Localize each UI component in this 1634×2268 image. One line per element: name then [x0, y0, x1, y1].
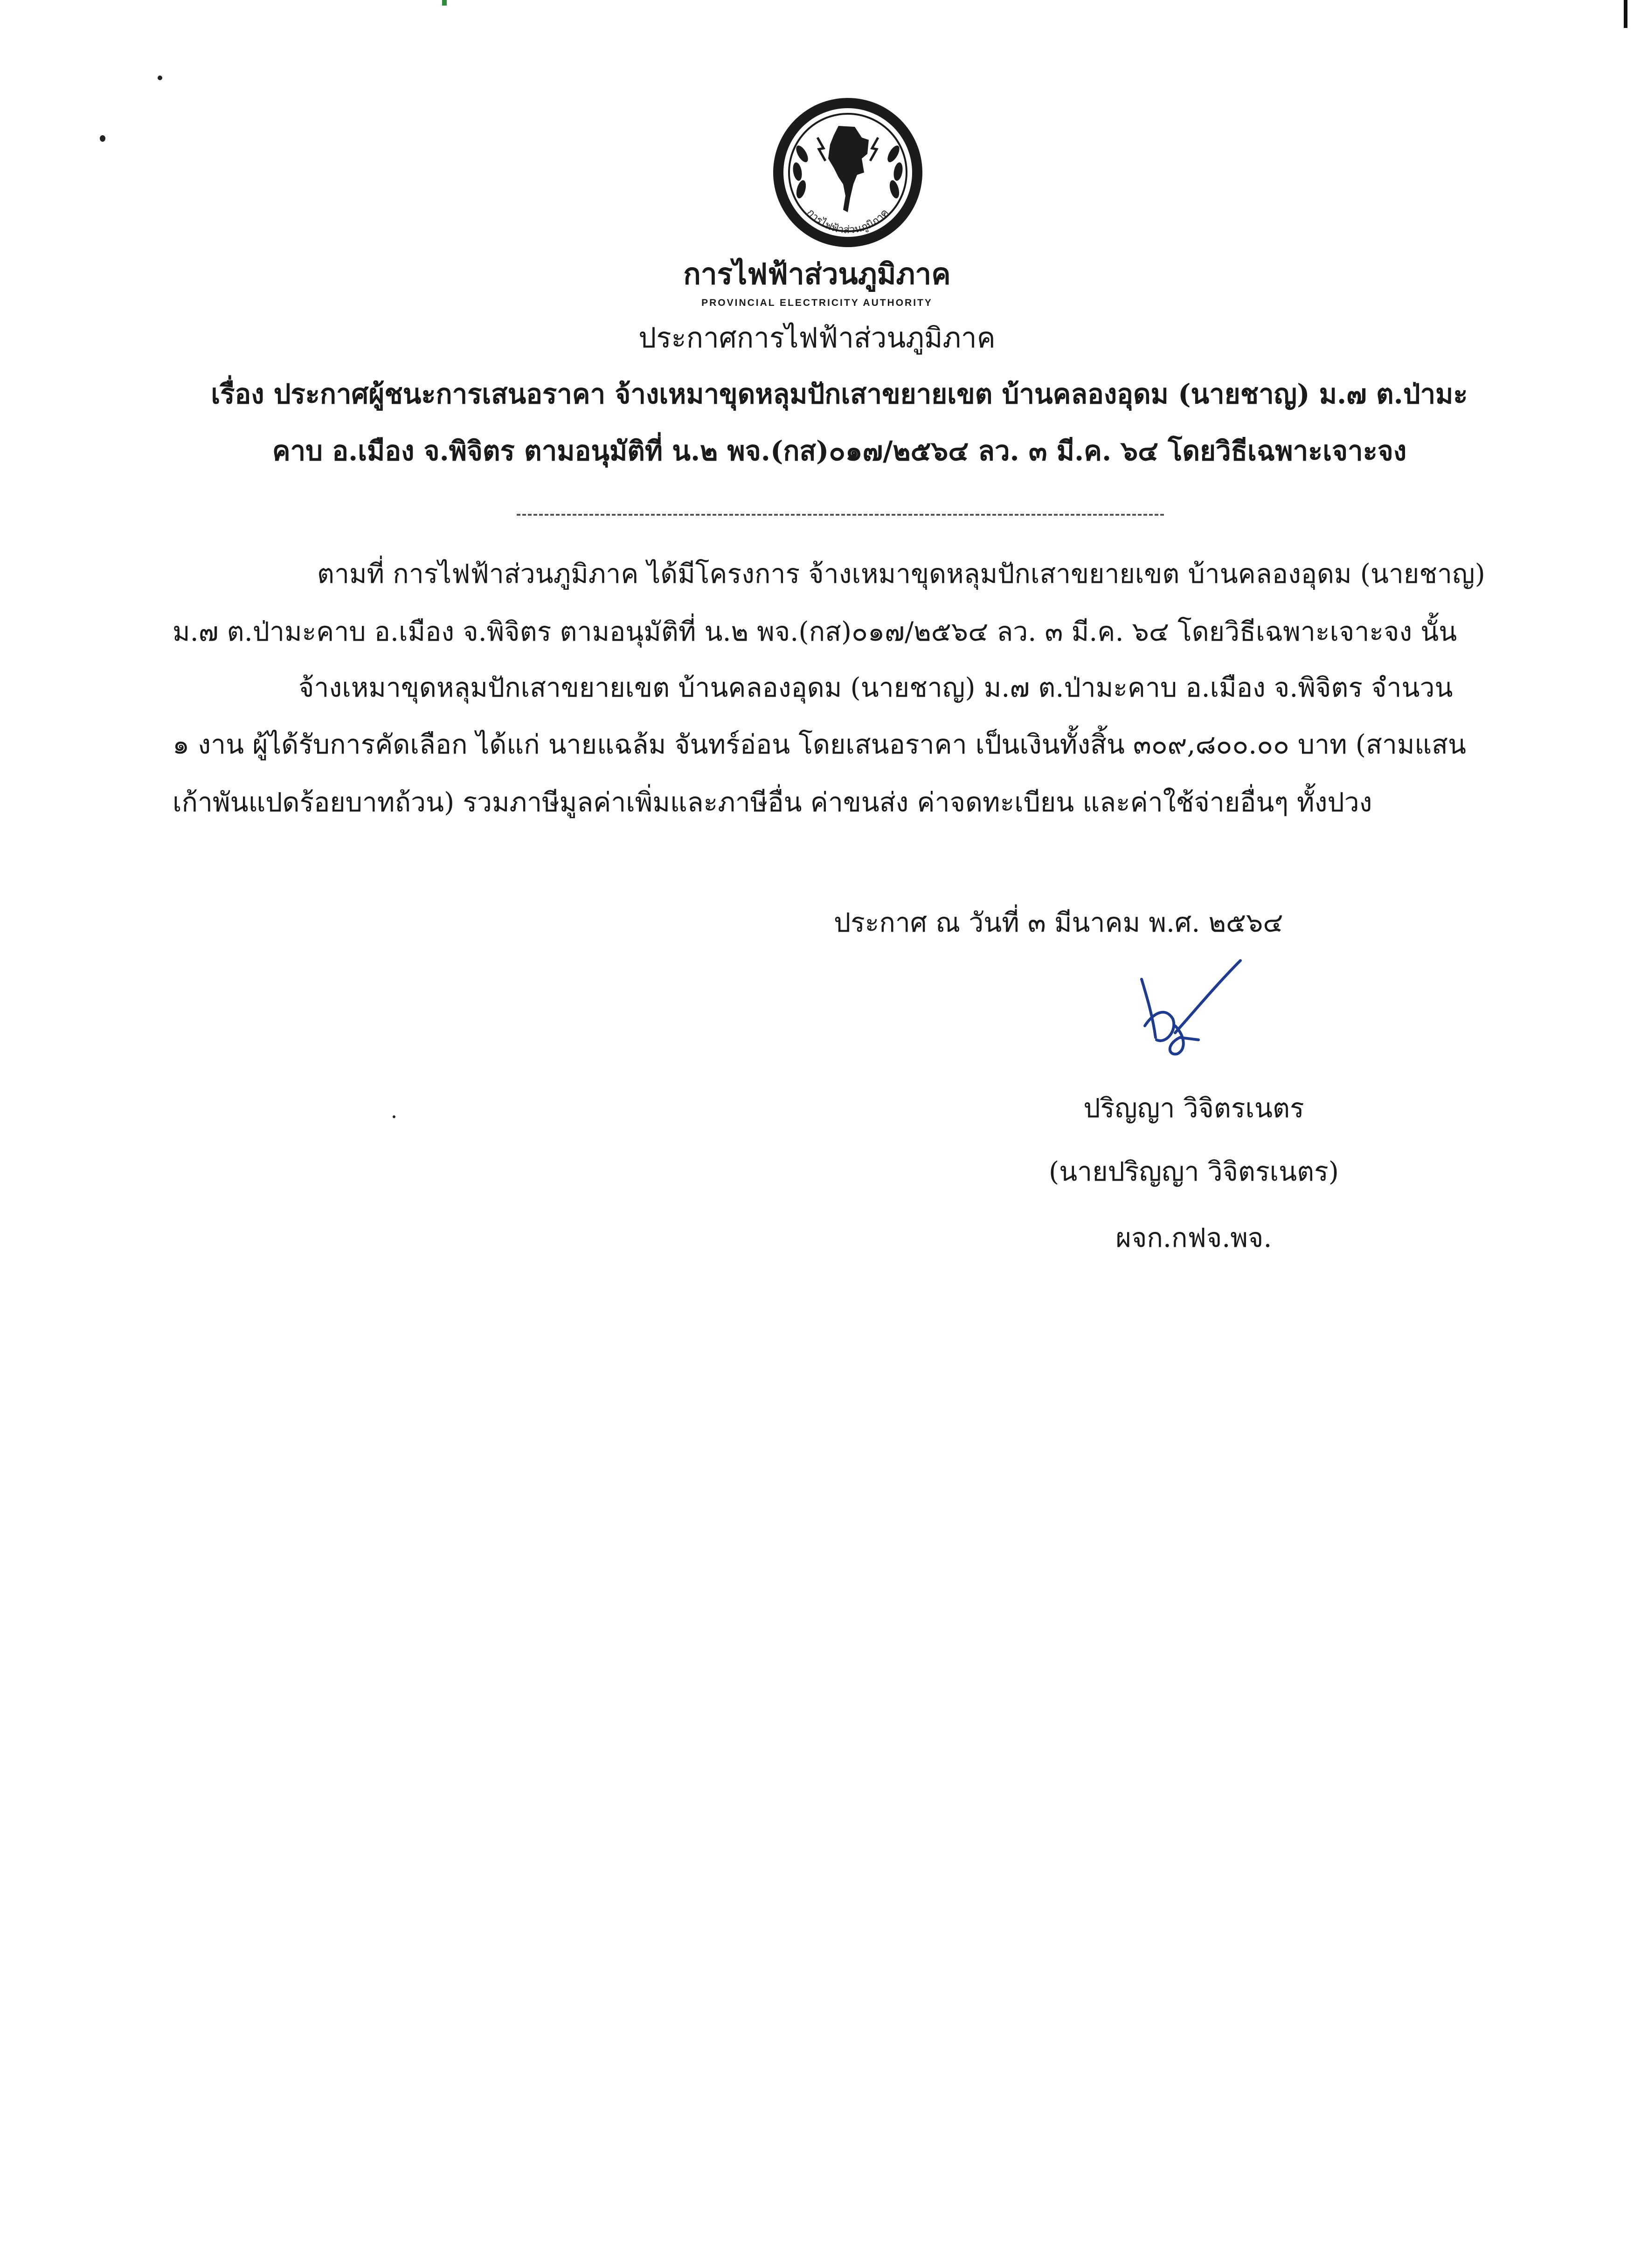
body-paragraph-line-5: เก้าพันแปดร้อยบาทถ้วน) รวมภาษีมูลค่าเพิ่มและภาษีอื่น ค่าขนส่ง ค่าจดทะเบียน และค่าใช้จ่ายอื่นๆ ทั้งปวง	[173, 787, 1372, 818]
signer-name: ปริญญา วิจิตรเนตร	[1083, 1093, 1304, 1124]
signer-position: ผจก.กฟจ.พจ.	[1115, 1223, 1272, 1253]
body-paragraph-line-2: ม.๗ ต.ป่ามะคาบ อ.เมือง จ.พิจิตร ตามอนุมัติที่ น.๒ พจ.(กส)๐๑๗/๒๕๖๔ ลว. ๓ มี.ค. ๖๔ โดยวิธีเฉพาะเจาะจง นั้น	[173, 616, 1457, 647]
announcement-title: ประกาศการไฟฟ้าส่วนภูมิภาค	[638, 322, 996, 354]
pea-logo-icon	[769, 93, 927, 252]
subject-line-2: คาบ อ.เมือง จ.พิจิตร ตามอนุมัติที่ น.๒ พจ.(กส)๐๑๗/๒๕๖๔ ลว. ๓ มี.ค. ๖๔ โดยวิธีเฉพาะเจาะจง	[272, 435, 1407, 467]
divider-dashed	[517, 514, 1164, 516]
scan-speck	[158, 76, 162, 80]
body-paragraph-line-3: จ้างเหมาขุดหลุมปักเสาขยายเขต บ้านคลองอุดม (นายชาญ) ม.๗ ต.ป่ามะคาบ อ.เมือง จ.พิจิตร จำนวน	[298, 672, 1453, 703]
subject-line-1: เรื่อง ประกาศผู้ชนะการเสนอราคา จ้างเหมาขุดหลุมปักเสาขยายเขต บ้านคลองอุดม (นายชาญ) ม.๗ ต.ป่ามะ	[211, 378, 1468, 410]
signer-full-name: (นายปริญญา วิจิตรเนตร)	[1048, 1156, 1339, 1187]
scan-speck	[393, 1115, 395, 1118]
scan-speck	[100, 135, 105, 142]
scan-artifact-green-mark	[442, 0, 447, 6]
body-paragraph-line-4: ๑ งาน ผู้ได้รับการคัดเลือก ได้แก่ นายแฉล้ม จันทร์อ่อน โดยเสนอราคา เป็นเงินทั้งสิ้น ๓๐๙,๘๐๐.๐๐ บาท (สามแสน	[173, 729, 1466, 760]
logo-ring-text: การไฟฟ้าส่วนภูมิภาค	[804, 207, 891, 236]
scan-artifact-edge-mark	[1624, 0, 1627, 28]
announcement-date: ประกาศ ณ วันที่ ๓ มีนาคม พ.ศ. ๒๕๖๔	[834, 907, 1283, 938]
body-paragraph-line-1: ตามที่ การไฟฟ้าส่วนภูมิภาค ได้มีโครงการ จ้างเหมาขุดหลุมปักเสาขยายเขต บ้านคลองอุดม (นายชาญ)	[317, 559, 1485, 589]
org-name-english: PROVINCIAL ELECTRICITY AUTHORITY	[701, 297, 933, 308]
org-name-thai: การไฟฟ้าส่วนภูมิภาค	[683, 257, 951, 291]
handwritten-signature	[1129, 956, 1254, 1063]
